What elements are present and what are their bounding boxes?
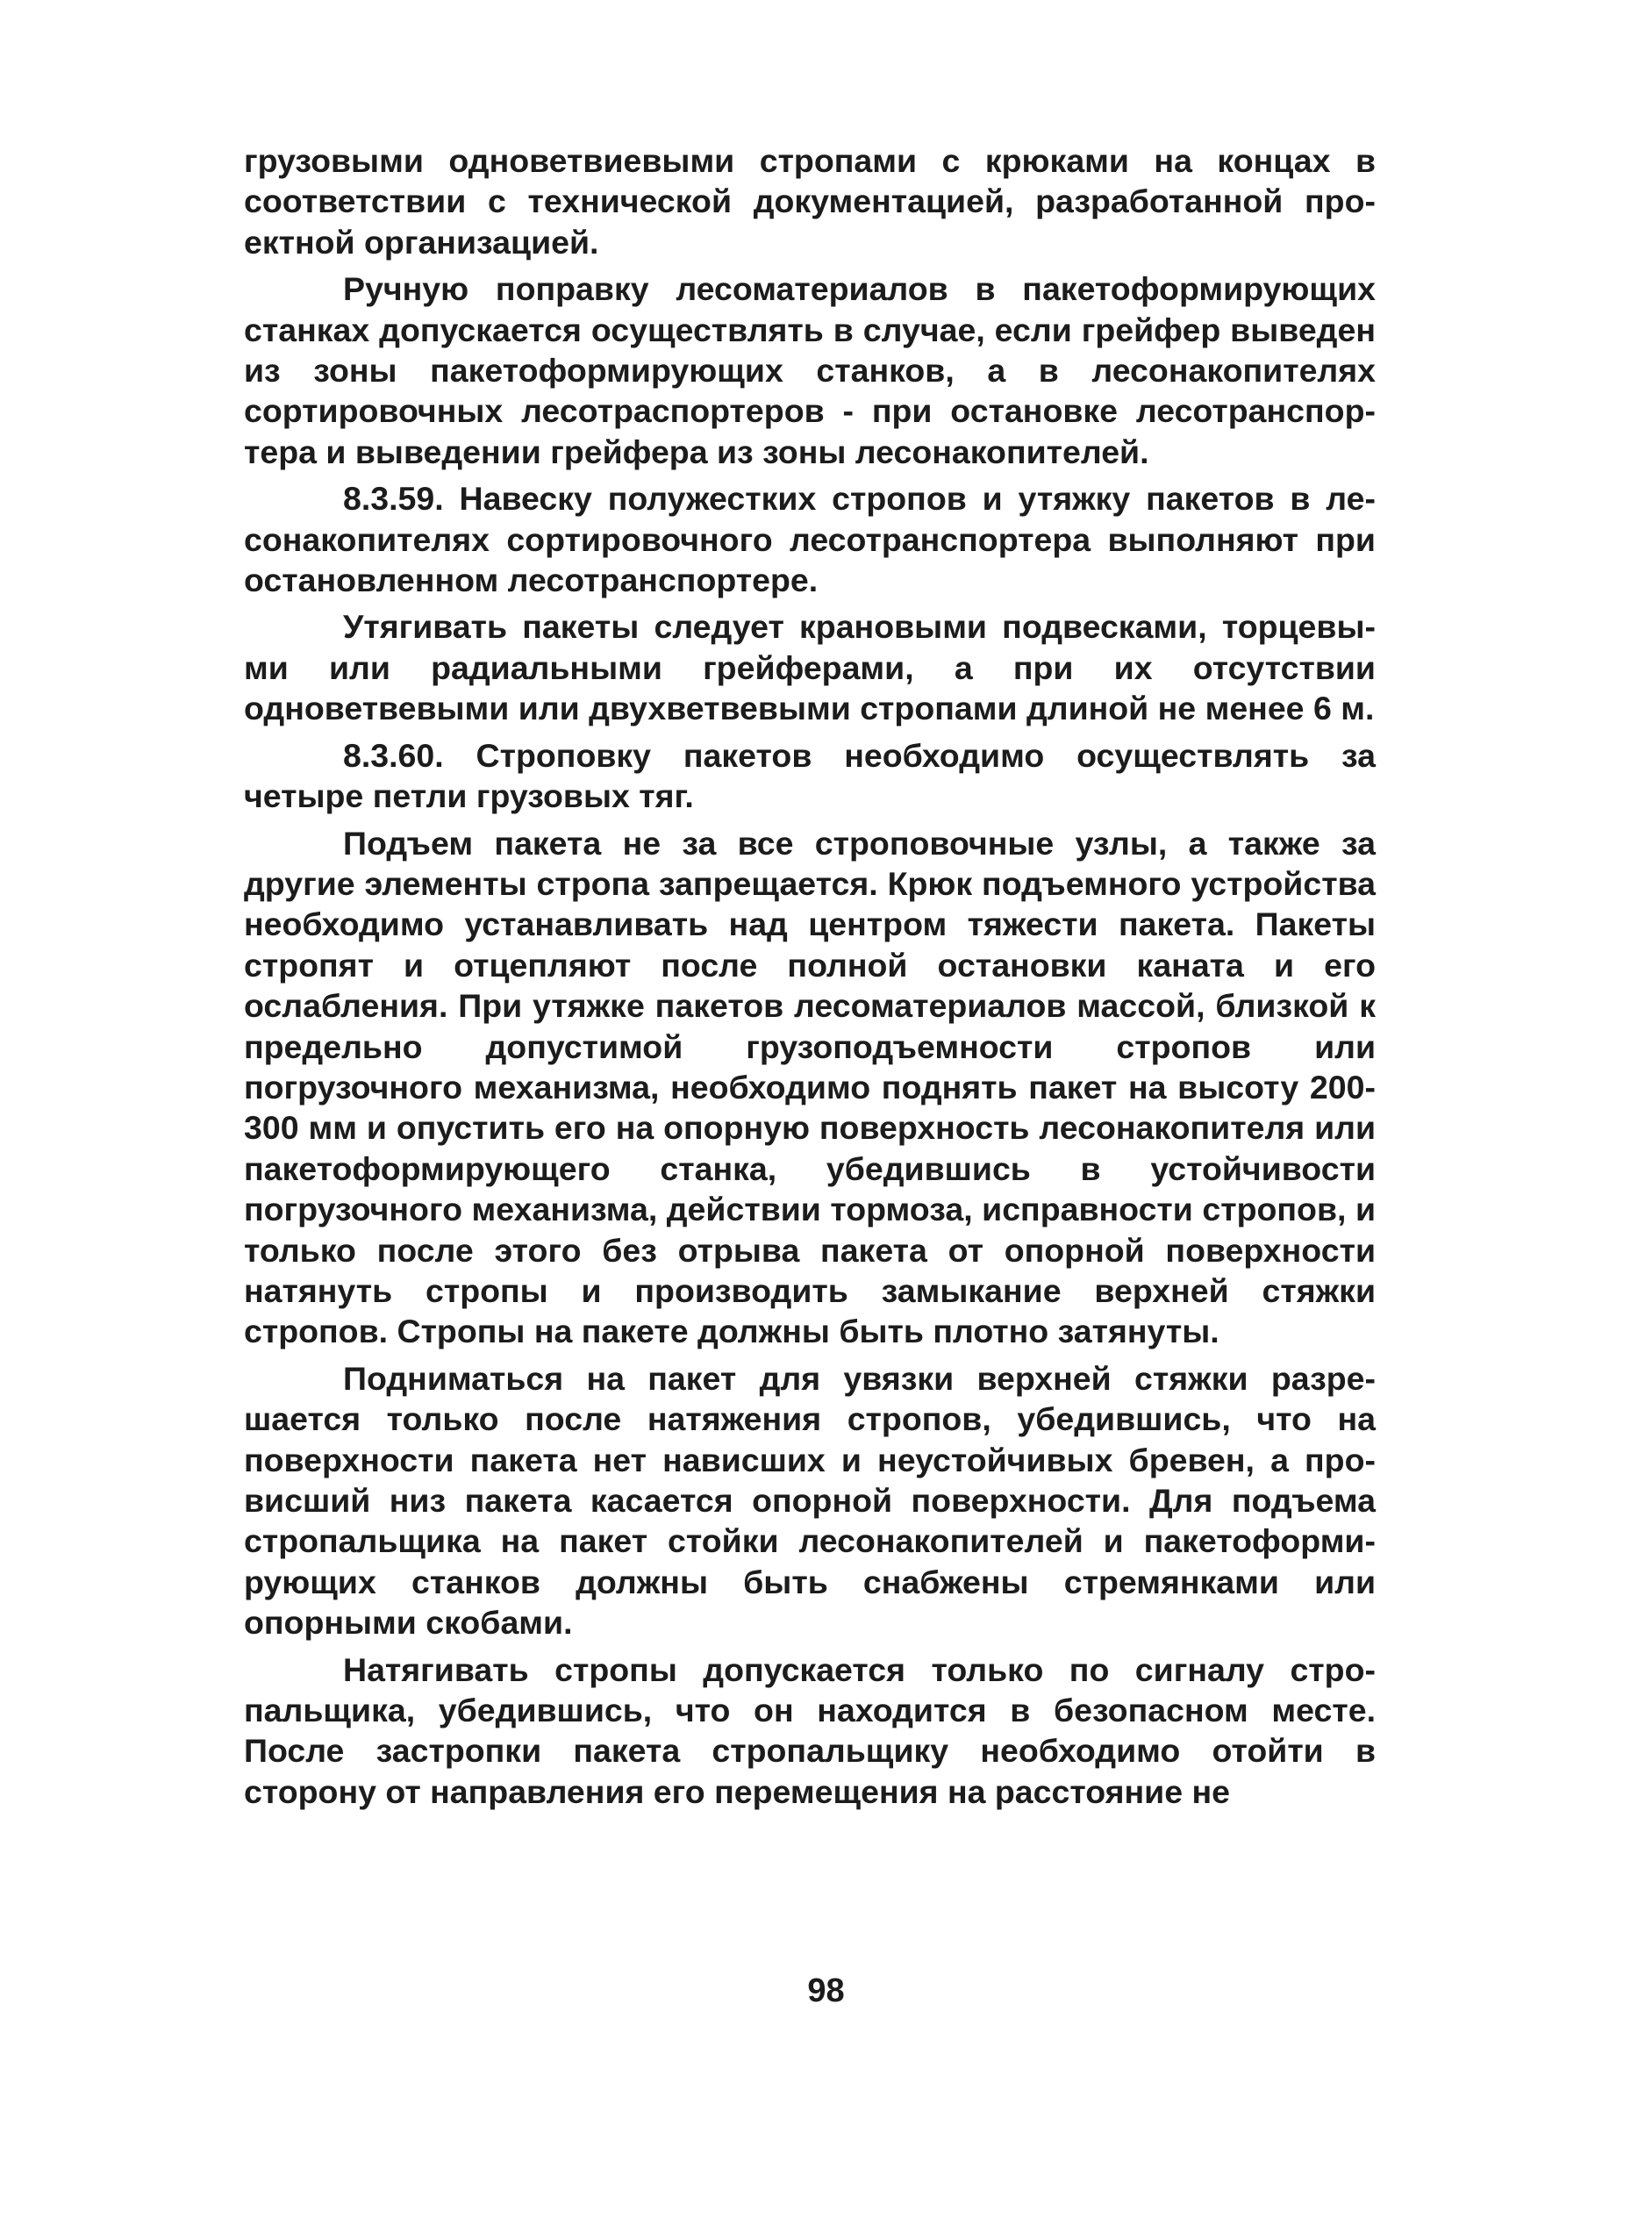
paragraph-4: Утягивать пакеты следует крановыми подвесками, торцевыми или радиальными грейферами, а при их отсутствии одноветвевыми или двухветвевыми стропами длиной не менее 6 м. (244, 608, 1376, 727)
paragraph-3: 8.3.59. Навеску полужестких стропов и утяжку пакетов в лесонакопителях сортировочного лесотранспортера выполняют при остановленном лесотранспортере. (244, 480, 1376, 599)
body-text (244, 140, 1376, 1818)
paragraph-2: Ручную поправку лесоматериалов в пакетоформирующих станках допускается осуществлять в случае, если грейфер выведен из зоны пакетоформирующих станков, а в лесонакопителях сортировочных лесотраспортеров - при остановке лесотранспортера и выведении грейфера из зоны лесонакопителей. (244, 270, 1376, 470)
paragraph-1: грузовыми одноветвиевыми стропами с крюками на концах в соответствии с технической документацией, разработанной проектной организацией. (244, 142, 1376, 261)
paragraph-8: Натягивать стропы допускается только по сигналу стропальщика, убедившись, что он находится в безопасном месте. После застропки пакета стропальщику необходимо отойти в сторону от направления его перемещения на расстояние не (244, 1650, 1376, 1810)
paragraph-7: Подниматься на пакет для увязки верхней стяжки разрешается только после натяжения стропов, убедившись, что на поверхности пакета нет нависших и неустойчивых бревен, а провисший низ пакета касается опорной поверхности. Для подъема стропальщика на пакет стойки лесонакопителей и пакетоформирующих станков должны быть снабжены стремянками или опорными скобами. (244, 1359, 1376, 1642)
page-number: 98 (807, 1972, 845, 2009)
paragraph-6: Подъем пакета не за все строповочные узлы, а также за другие элементы стропа запрещается. Крюк подъемного устройства необходимо устанавливать над центром тяжести пакета. Пакеты стропят и отцепляют после полной остановки каната и его ослабления. При утяжке пакетов лесоматериалов массой, близкой к предельно допустимой грузоподъемности стропов или погрузочного механизма, необходимо поднять пакет на высоту 200-300 мм и опустить его на опорную поверхность лесонакопителя или пакетоформирующего станка, убедившись в устойчивости погрузочного механизма, действии тормоза, исправности стропов, и только после этого без отрыва пакета от опорной поверхности натянуть стропы и производить замыкание верхней стяжки стропов. Стропы на пакете должны быть плотно затянуты. (244, 824, 1376, 1350)
paragraph-5: 8.3.60. Строповку пакетов необходимо осуществлять за четыре петли грузовых тяг. (244, 736, 1376, 815)
